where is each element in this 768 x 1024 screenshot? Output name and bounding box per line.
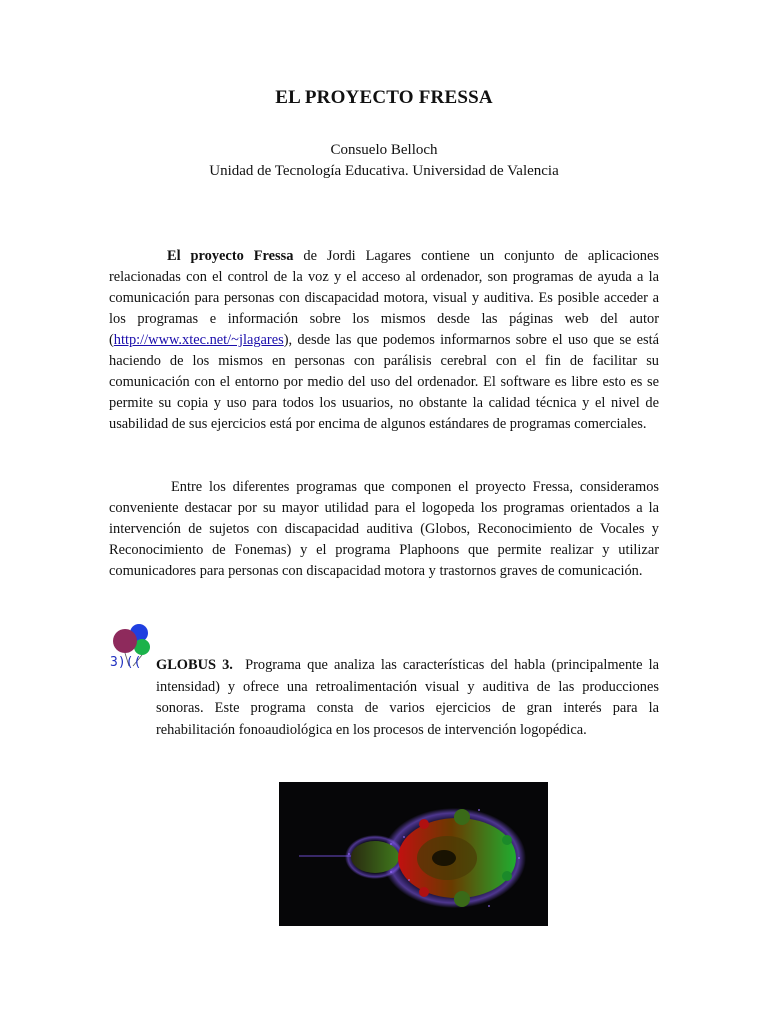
document-title: EL PROYECTO FRESSA bbox=[275, 87, 493, 108]
author-website-link[interactable]: http://www.xtec.net/~jlagares bbox=[113, 332, 284, 348]
globus-icon-label: 3)(( bbox=[110, 655, 142, 668]
intro-text-before-link: de Jordi Lagares contiene un conjunto de aplicaciones relacionadas con el control de la voz y el acceso al ordenador, son programas de ayuda a la comunicación para personas con discapacidad motora, visual y auditiva. Es posible acceder a los programas e información sobre los mismos desde las páginas web del autor ( bbox=[109, 248, 659, 348]
intro-paragraph bbox=[109, 246, 659, 435]
globus-description bbox=[156, 655, 659, 741]
author-name: Consuelo Belloch bbox=[330, 142, 438, 158]
intro-lead: El proyecto Fressa bbox=[167, 248, 294, 264]
globus-text: Programa que analiza las características del habla (principalmente la intensidad) y ofrece una retroalimentación visual y auditiva de las producciones sonoras. Este programa consta de varios ejercicios de gran interés para la rehabilitación fonoaudiológica en los procesos de intervención logopédica. bbox=[156, 657, 660, 738]
balloons-icon bbox=[109, 622, 155, 668]
programs-paragraph: Entre los diferentes programas que componen el proyecto Fressa, consideramos conveniente destacar por su mayor utilidad para el logopeda los programas orientados a la intervención de sujetos con discapacidad auditiva (Globos, Reconocimiento de Vocales y Reconocimiento de Fonemas) y el programa Plaphoons que permite realizar y utilizar comunicadores para personas con discapacidad motora y trastornos graves de comunicación. bbox=[109, 479, 659, 579]
intro-text-after-link: ), desde las que podemos informarnos sobre el uso que se está haciendo de los mismos en personas con parálisis cerebral con el fin de facilitar su comunicación con el entorno por medio del uso del ordenador. El software es libre esto es se permite su copia y uso para todos los usuarios, no obstante la calidad técnica y el nivel de usabilidad de sus ejercicios está por encima de algunos estándares de programas comerciales. bbox=[109, 332, 659, 432]
author-affiliation: Unidad de Tecnología Educativa. Universidad de Valencia bbox=[209, 163, 559, 179]
globus-lead: GLOBUS 3. bbox=[156, 657, 233, 673]
mandelbrot-fractal-image bbox=[279, 782, 548, 926]
